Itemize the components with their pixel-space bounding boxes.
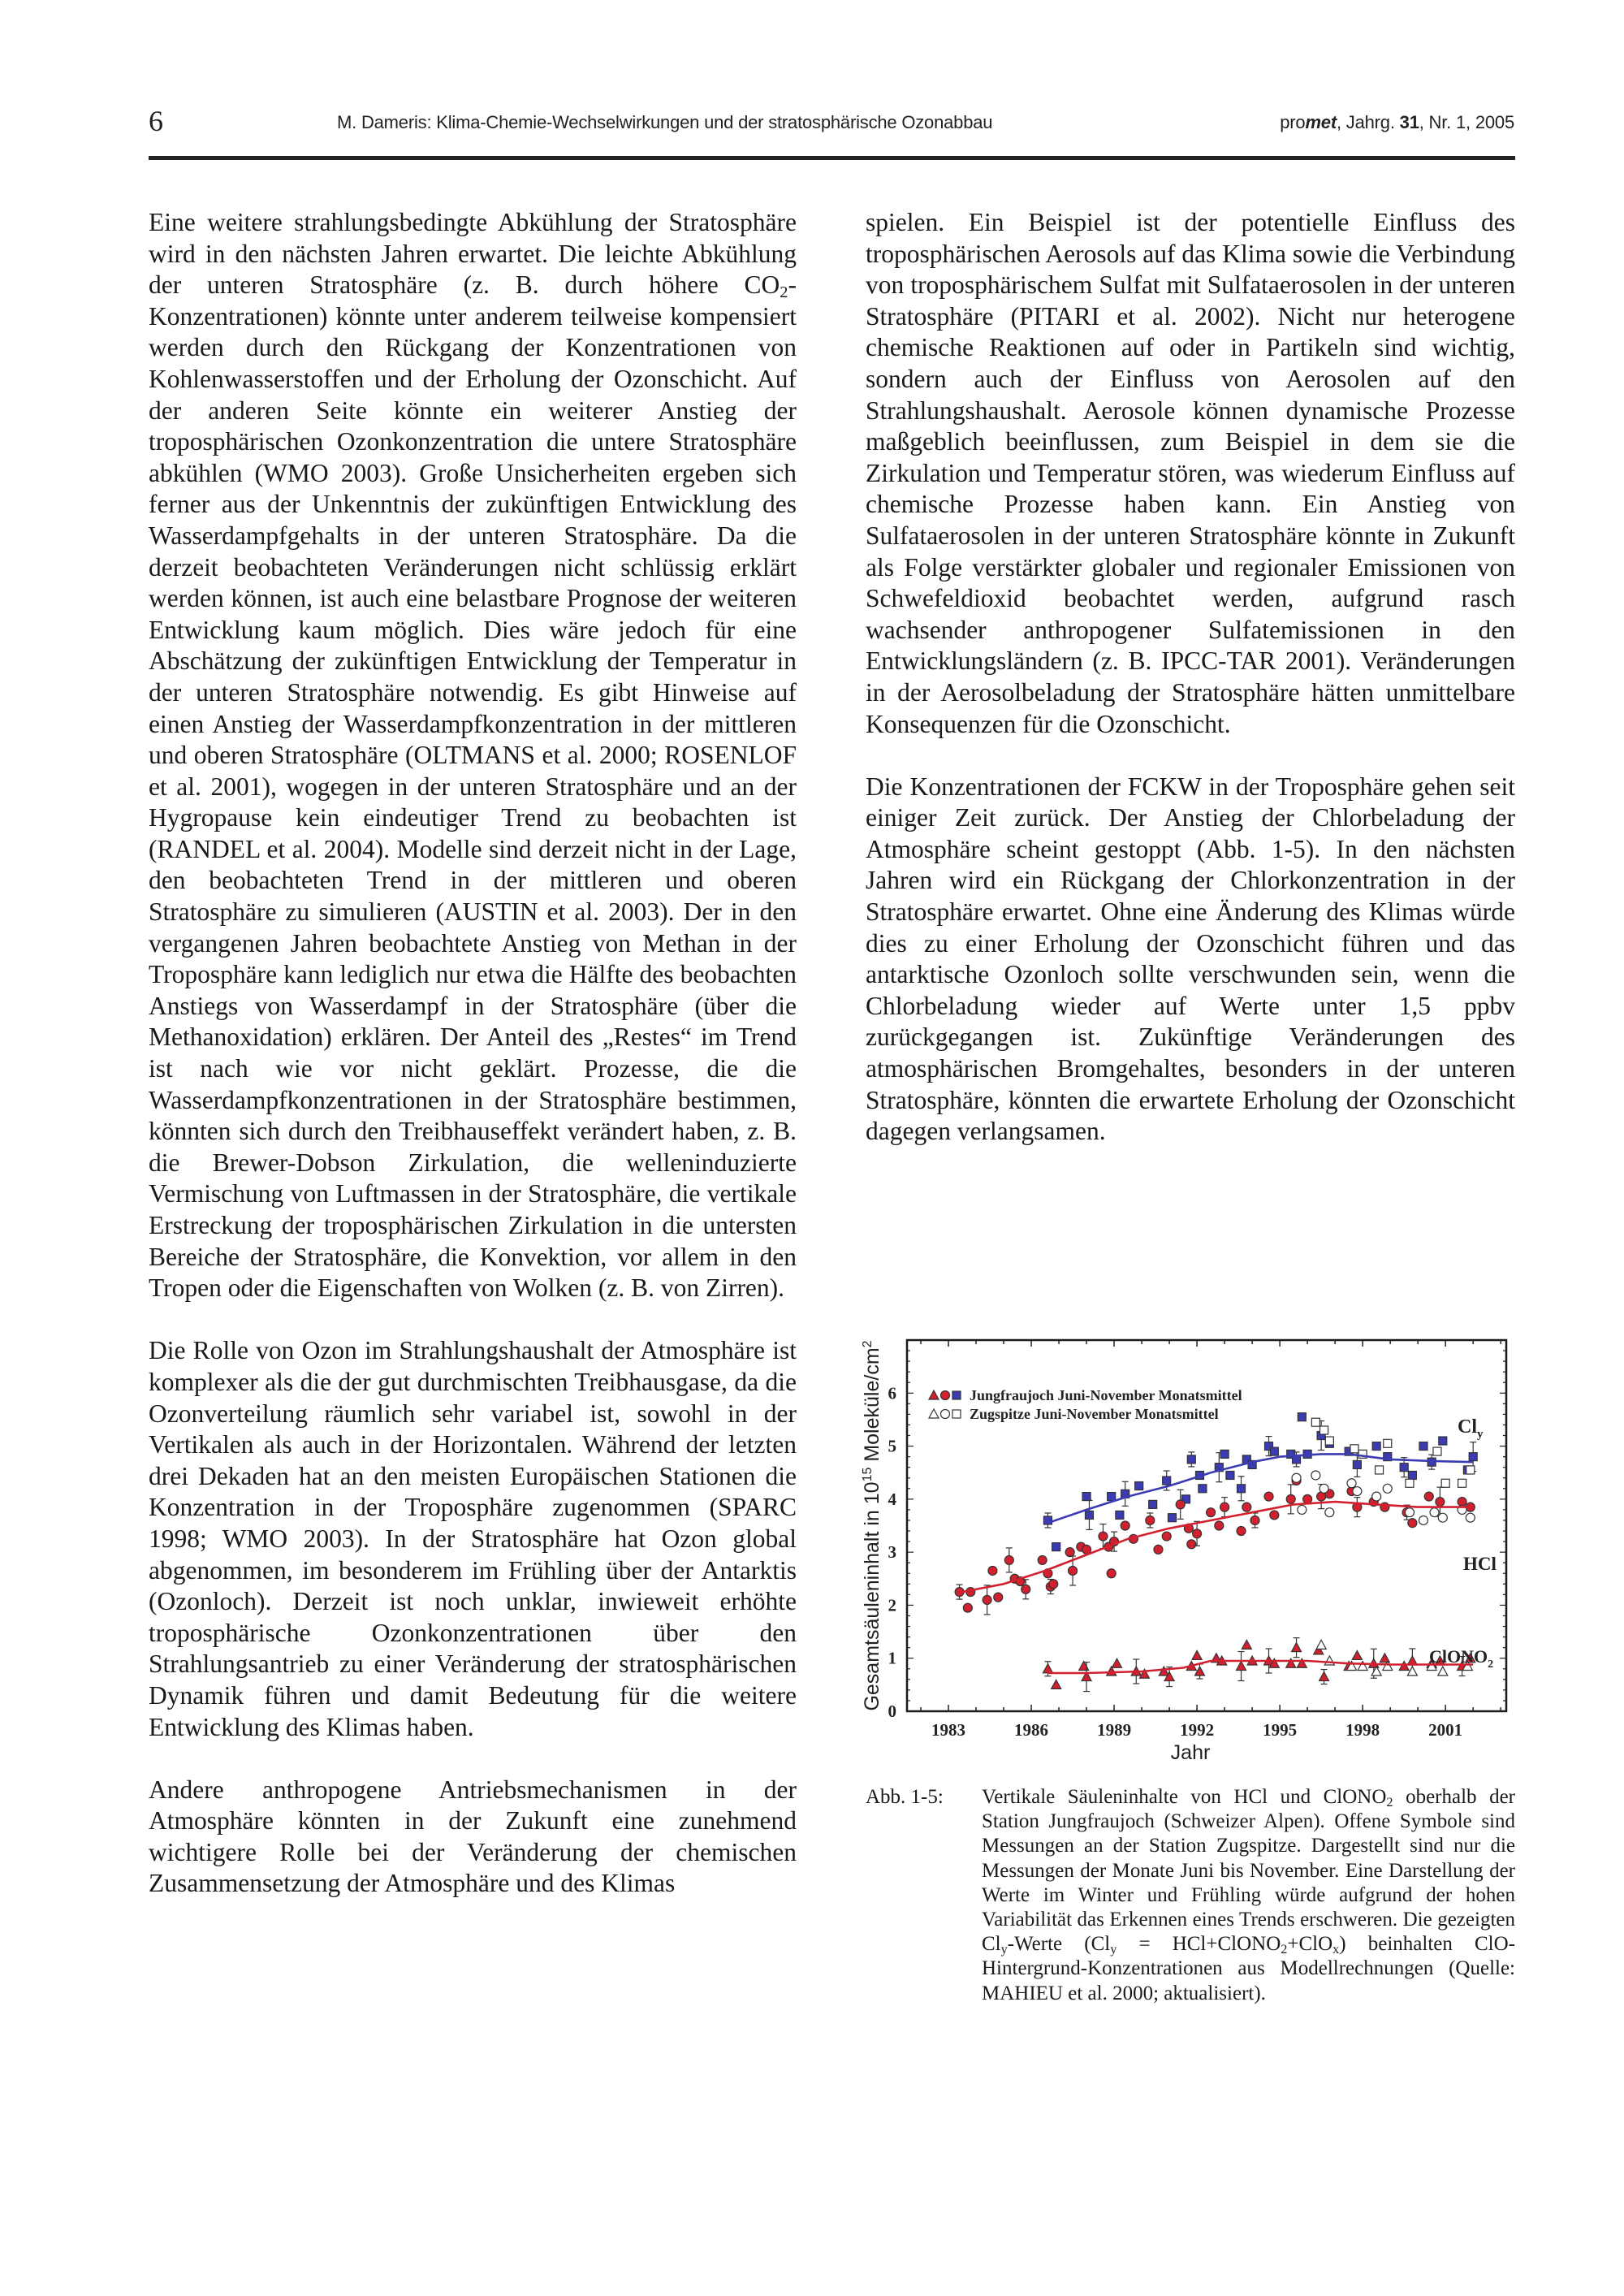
- data-point: [1116, 1511, 1124, 1519]
- data-point: [1458, 1479, 1466, 1487]
- data-point: [1082, 1493, 1091, 1501]
- data-point: [1099, 1532, 1108, 1541]
- data-point: [1162, 1532, 1171, 1541]
- data-point: [1292, 1643, 1302, 1652]
- running-header: [0, 104, 1624, 136]
- data-point: [1400, 1464, 1408, 1472]
- journal-issue: , Nr. 1, 2005: [1419, 112, 1514, 132]
- x-tick-label: 1992: [1180, 1720, 1215, 1740]
- figure-chart: [861, 1329, 1527, 1784]
- data-point: [1187, 1455, 1195, 1464]
- text: ) beinhalten ClO-Hintergrund-Konzentrationen aus Modellrechnungen (Quelle: MAHIEU et al. 2000; aktualisiert).: [982, 1933, 1516, 2004]
- data-point: [1324, 1656, 1334, 1665]
- data-point: [1286, 1494, 1295, 1503]
- data-point: [1264, 1492, 1273, 1501]
- y-tick-label: 6: [888, 1383, 896, 1403]
- chart-svg: [861, 1329, 1527, 1784]
- journal-citation: [1280, 112, 1514, 133]
- data-point: [1430, 1508, 1439, 1517]
- data-point: [1043, 1664, 1052, 1673]
- data-point: [1466, 1466, 1475, 1474]
- data-point: [1466, 1513, 1475, 1522]
- data-point: [1347, 1479, 1356, 1488]
- data-point: [1380, 1654, 1389, 1663]
- x-tick-label: 1989: [1097, 1720, 1132, 1740]
- x-tick-label: 1995: [1263, 1720, 1298, 1740]
- data-point: [1237, 1527, 1246, 1536]
- data-point: [1192, 1650, 1202, 1659]
- legend-marker: [929, 1390, 939, 1399]
- data-point: [1112, 1658, 1121, 1667]
- header-rule: [149, 156, 1515, 160]
- data-point: [1049, 1580, 1058, 1589]
- subscript: 2: [1386, 1795, 1393, 1810]
- data-point: [1407, 1667, 1417, 1676]
- data-point: [1298, 1505, 1307, 1514]
- data-point: [1372, 1492, 1381, 1501]
- data-point: [1237, 1485, 1246, 1493]
- data-point: [1159, 1667, 1168, 1676]
- journal-prefix: pro: [1280, 112, 1306, 132]
- subscript: y: [1110, 1942, 1117, 1957]
- data-point: [1108, 1493, 1116, 1501]
- data-point: [1303, 1494, 1312, 1503]
- data-point: [1270, 1447, 1278, 1455]
- data-point: [1220, 1450, 1229, 1458]
- data-point: [1149, 1500, 1157, 1508]
- data-point: [1320, 1672, 1329, 1681]
- data-point: [1311, 1418, 1320, 1426]
- page-number: 6: [149, 105, 163, 137]
- data-point: [1469, 1453, 1477, 1461]
- data-point: [1405, 1508, 1414, 1517]
- data-point: [1226, 1471, 1234, 1479]
- x-axis-label: Jahr: [1170, 1741, 1211, 1764]
- paragraph: Die Konzentrationen der FCKW in der Troposphäre gehen seit einiger Zeit zurück. Der Anstieg der Chlorbeladung der Atmosphäre scheint gestoppt (Abb. 1-5). In den nächsten Jahren wird ein Rückgang der Chlorkonzentration in der Stratosphäre erwartet. Ohne eine Änderung des Klimas würde dies zu einer Erholung der Ozonschicht führen und das antarktische Ozonloch sollte verschwunden sein, wenn die Chlorbeladung wieder auf Werte unter 1,5 ppbv zurückgegangen ist. Zukünftige Veränderungen des atmosphärischen Bromgehaltes, besonders in der unteren Stratosphäre, könnten die erwartete Erholung der Ozonschicht dagegen verlangsamen.: [866, 772, 1515, 1146]
- data-point: [1408, 1519, 1417, 1528]
- legend-marker: [929, 1409, 939, 1418]
- subscript: y: [1000, 1942, 1008, 1957]
- data-point: [1353, 1487, 1362, 1496]
- data-point: [1353, 1460, 1361, 1468]
- data-point: [1358, 1662, 1367, 1671]
- caption-label: Abb. 1-5:: [866, 1786, 944, 1808]
- series-label-cly: $Cl_y$: [1458, 1416, 1484, 1441]
- data-point: [994, 1593, 1003, 1602]
- data-point: [1399, 1662, 1409, 1671]
- y-tick-label: 0: [888, 1701, 896, 1721]
- text: +ClO: [1287, 1933, 1333, 1956]
- subscript: 2: [1281, 1942, 1288, 1957]
- data-point: [1163, 1477, 1171, 1485]
- data-point: [1433, 1447, 1441, 1455]
- left-column: [149, 207, 797, 1900]
- data-point: [1352, 1650, 1362, 1659]
- y-tick-label: 1: [888, 1648, 896, 1668]
- data-point: [1069, 1566, 1078, 1575]
- data-point: [1438, 1667, 1448, 1676]
- data-point: [1052, 1543, 1060, 1551]
- x-tick-label: 1998: [1345, 1720, 1380, 1740]
- data-point: [1135, 1482, 1143, 1490]
- data-point: [1292, 1473, 1301, 1482]
- data-point: [1052, 1680, 1061, 1688]
- legend-marker: [941, 1410, 950, 1419]
- journal-brand: met: [1305, 112, 1337, 132]
- text: -Werte (Cl: [1007, 1933, 1111, 1956]
- subscript: 2: [780, 283, 788, 302]
- data-point: [1320, 1426, 1328, 1434]
- data-point: [1107, 1569, 1116, 1578]
- data-point: [1004, 1555, 1013, 1564]
- journal-volume: 31: [1399, 112, 1419, 132]
- y-tick-label: 5: [888, 1436, 896, 1456]
- data-point: [1121, 1521, 1129, 1530]
- paragraph: spielen. Ein Beispiel ist der potentielle Einfluss des troposphärischen Aerosols auf das Klima sowie die Verbindung von troposphärischem Sulfat mit Sulfataerosolen in der unteren Stratosphäre (PITARI et al. 2002). Nicht nur heterogene chemische Reaktionen auf oder in Partikeln sind wichtig, sondern auch der Einfluss von Aerosolen auf den Strahlungshaushalt. Aerosole können dynamische Prozesse maßgeblich beeinflussen, zum Beispiel in dem sie die Zirkulation und Temperatur stören, was wiederum Einfluss auf chemische Prozesse haben kann. Ein Anstieg von Sulfataerosolen in der unteren Stratosphäre könnte in Zukunft als Folge verstärkter globaler und regionaler Emissionen von Schwefeldioxid beobachtet werden, aufgrund rasch wachsender anthropogener Sulfatemissionen in den Entwicklungsländern (z. B. IPCC-TAR 2001). Veränderungen in der Aerosolbeladung der Stratosphäre hätten unmittelbare Konsequenzen für die Ozonschicht.: [866, 208, 1515, 738]
- data-point: [1187, 1540, 1196, 1549]
- series-label-clono2: ClONO$_2$: [1429, 1646, 1494, 1671]
- data-point: [1270, 1511, 1279, 1520]
- data-point: [1220, 1503, 1229, 1511]
- data-point: [1193, 1529, 1202, 1538]
- legend-marker: [952, 1410, 961, 1418]
- data-point: [1384, 1439, 1392, 1447]
- figure-caption: [866, 1785, 1515, 2006]
- data-point: [963, 1603, 972, 1612]
- journal-suffix: , Jahrg.: [1336, 112, 1400, 132]
- data-point: [988, 1566, 997, 1575]
- legend-label: Zugspitze Juni-November Monatsmittel: [970, 1406, 1219, 1422]
- data-point: [1441, 1479, 1449, 1487]
- y-axis-label: Gesamtsäuleninhalt in $10^{15}$ Moleküle/$cm^2$: [861, 1340, 883, 1711]
- data-point: [1320, 1484, 1328, 1493]
- x-tick-label: 2001: [1428, 1720, 1463, 1740]
- subscript: x: [1332, 1942, 1340, 1957]
- data-point: [1065, 1548, 1074, 1557]
- data-point: [1424, 1492, 1433, 1501]
- trend-line: [962, 1502, 1473, 1592]
- data-point: [1242, 1640, 1251, 1649]
- data-point: [1406, 1479, 1414, 1487]
- data-point: [1146, 1516, 1155, 1524]
- text: = HCl+ClONO: [1116, 1933, 1281, 1956]
- text: -Konzentrationen) könnte unter anderem teilweise kompensiert werden durch den Rückgang der Konzentrationen von Kohlenwasserstoffen und der Erholung der Ozonschicht. Auf der anderen Seite könnte ein weiterer Anstieg der troposphärischen Ozonkonzentration die untere Stratosphäre abkühlen (WMO 2003). Große Unsicherheiten ergeben sich ferner aus der Unkenntnis der zukünftigen Entwicklung des Wasserdampfgehalts in der unteren Stratosphäre. Da die derzeit beobachteten Veränderungen nicht schlüssig erklärt werden können, ist auch eine belastbare Prognose der weiteren Entwicklung kaum möglich. Dies wäre jedoch für eine Abschätzung der zukünftigen Entwicklung der Temperatur in der unteren Stratosphäre notwendig. Es gibt Hinweise auf einen Anstieg der Wasserdampfkonzentration in der mittleren und oberen Stratosphäre (OLTMANS et al. 2000; ROSENLOF et al. 2001), wogegen in der unteren Stratosphäre und an der Hygropause kein eindeutiger Trend zu beobachten ist (RANDEL et al. 2004). Modelle sind derzeit nicht in der Lage, den beobachteten Trend in der mittleren und oberen Stratosphäre zu simulieren (AUSTIN et al. 2003). Der in den vergangenen Jahren beobachtete Anstieg von Methan in der Troposphäre kann lediglich nur etwa die Hälfte des beobachten Anstiegs von Wasserdampf in der Stratosphäre (über die Methanoxidation) erklären. Der Anteil des „Restes“ im Trend ist nach wie vor nicht geklärt. Prozesse, die die Wasserdampfkonzentrationen in der Stratosphäre bestimmen, könnten sich durch den Treibhauseffekt verändert haben, z. B. die Brewer-Dobson Zirkulation, die welleninduzierte Vermischung von Luftmassen in der Stratosphäre, die vertikale Erstreckung der troposphärischen Zirkulation in die untersten Bereiche der Stratosphäre, die Konvektion, vor allem in den Tropen oder die Eigenschaften von Wolken (z. B. von Zirren).: [149, 270, 797, 1303]
- x-tick-label: 1986: [1014, 1720, 1049, 1740]
- data-point: [1325, 1437, 1333, 1445]
- data-point: [1383, 1484, 1392, 1493]
- y-tick-label: 4: [888, 1489, 896, 1509]
- text: Eine weitere strahlungsbedingte Abkühlung der Stratosphäre wird in den nächsten Jahren erwartet. Die leichte Abkühlung der unteren Stratosphäre (z. B. durch höhere CO: [149, 208, 797, 300]
- data-point: [1438, 1513, 1447, 1522]
- data-point: [1242, 1503, 1251, 1511]
- data-point: [1439, 1437, 1447, 1445]
- legend-label: Jungfraujoch Juni-November Monatsmittel: [970, 1387, 1242, 1403]
- y-tick-label: 2: [888, 1595, 896, 1615]
- text: oberhalb der Station Jungfraujoch (Schweizer Alpen). Offene Symbole sind Messungen an der Station Zugspitze. Dargestellt sind nur die Messungen der Monate Juni bis November. Eine Darstellung der Werte im Winter und Frühling würde aufgrund der hohen Variabilität das Erkennen eines Trends erschweren. Die gezeigten Cl: [982, 1786, 1515, 1956]
- data-point: [1085, 1511, 1093, 1519]
- data-point: [1199, 1485, 1207, 1493]
- caption-text: [982, 1785, 1515, 2006]
- data-point: [1176, 1500, 1185, 1509]
- paragraph: [149, 207, 797, 1304]
- data-point: [1021, 1585, 1030, 1593]
- legend-marker: [952, 1391, 961, 1399]
- right-column: [866, 207, 1515, 1148]
- data-point: [1237, 1662, 1246, 1671]
- running-title: M. Dameris: Klima-Chemie-Wechselwirkungen und der stratosphärische Ozonabbau: [337, 112, 993, 132]
- data-point: [1408, 1471, 1416, 1479]
- text: Vertikale Säuleninhalte von HCl und ClONO: [982, 1786, 1387, 1808]
- data-point: [1419, 1442, 1427, 1451]
- data-point: [1372, 1442, 1380, 1451]
- data-point: [983, 1595, 991, 1604]
- paragraph: Andere anthropogene Antriebsmechanismen in der Atmosphäre könnten in der Zukunft eine zunehmend wichtigere Rolle bei der Veränderung der chemischen Zusammensetzung der Atmosphäre und des Klimas: [149, 1775, 797, 1898]
- data-point: [1043, 1516, 1052, 1524]
- data-point: [1350, 1445, 1358, 1453]
- data-point: [1168, 1514, 1176, 1522]
- data-point: [1436, 1498, 1445, 1507]
- data-point: [1215, 1521, 1224, 1530]
- data-point: [1038, 1555, 1047, 1564]
- legend-marker: [941, 1391, 950, 1400]
- data-point: [1298, 1413, 1306, 1421]
- paragraph: Die Rolle von Ozon im Strahlungshaushalt der Atmosphäre ist komplexer als die der gut durchmischten Treibhausgase, da die Ozonverteilung räumlich sehr variabel ist, sowohl in der Vertikalen als auch in der Horizontalen. Während der letzten drei Dekaden hat an den meisten Europäischen Stationen die Konzentration in der Troposphäre zugenommen (SPARC 1998; WMO 2003). In der Stratosphäre hat Ozon global abgenommen, im besonderem im Frühling über der Antarktis (Ozonloch). Derzeit ist noch unklar, inwieweit erhöhte troposphärische Ozonkonzentrationen über den Strahlungsantrieb zu einer Veränderung der stratosphärischen Dynamik führen und damit Bedeutung für die weitere Entwicklung des Klimas haben.: [149, 1336, 797, 1741]
- data-point: [1325, 1508, 1334, 1517]
- data-point: [1419, 1516, 1427, 1524]
- x-tick-label: 1983: [931, 1720, 966, 1740]
- data-point: [1154, 1545, 1163, 1554]
- y-tick-label: 3: [888, 1542, 896, 1563]
- data-point: [1250, 1516, 1259, 1524]
- data-point: [1207, 1508, 1216, 1517]
- data-point: [1316, 1640, 1326, 1649]
- series-label-hcl: HCl: [1463, 1554, 1497, 1574]
- data-point: [1194, 1667, 1204, 1676]
- data-point: [1376, 1466, 1384, 1474]
- data-point: [1311, 1471, 1320, 1480]
